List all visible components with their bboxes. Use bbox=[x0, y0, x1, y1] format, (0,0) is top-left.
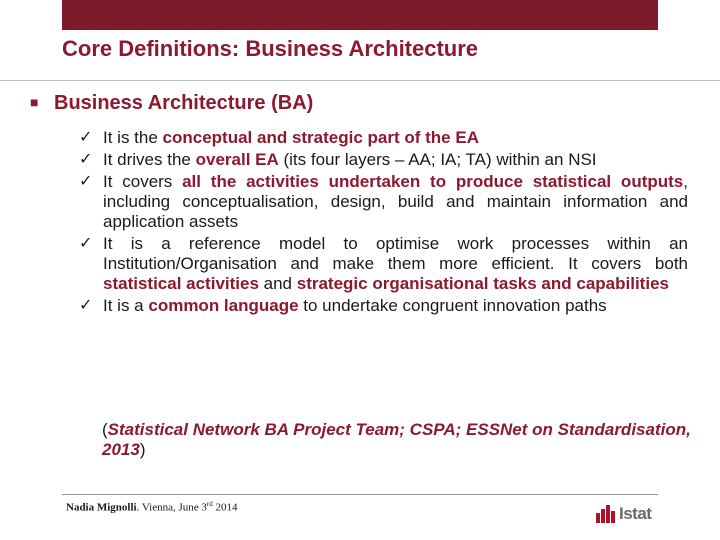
list-item bbox=[79, 128, 688, 148]
item-text: It covers bbox=[103, 172, 183, 191]
item-text: It is a bbox=[103, 296, 149, 315]
citation-close-paren: ) bbox=[139, 440, 146, 459]
item-text: and bbox=[258, 274, 297, 293]
definition-list bbox=[79, 128, 688, 318]
item-text: to undertake congruent innovation paths bbox=[298, 296, 607, 315]
title-divider bbox=[0, 80, 720, 81]
footer-author: Nadia Mignolli bbox=[66, 501, 137, 514]
footer-divider bbox=[62, 494, 658, 495]
checkmark-icon: ✓ bbox=[79, 235, 93, 252]
header-accent-bar bbox=[62, 0, 658, 30]
item-highlight: conceptual and strategic part of the EA bbox=[162, 128, 479, 147]
list-item bbox=[79, 172, 688, 232]
item-text: It is a reference model to optimise work processes within an Institution/Organisation and make them more efficient. It covers both bbox=[103, 234, 688, 273]
istat-logo bbox=[596, 505, 651, 523]
istat-logo-mark bbox=[596, 505, 616, 523]
checkmark-icon: ✓ bbox=[79, 173, 93, 190]
footer-year: 2014 bbox=[212, 501, 238, 514]
footer-date-suffix: rd bbox=[206, 500, 213, 508]
checkmark-icon: ✓ bbox=[79, 129, 93, 146]
list-item bbox=[79, 234, 688, 294]
list-item bbox=[79, 150, 688, 170]
main-bullet-heading bbox=[30, 92, 313, 115]
footer-credit bbox=[66, 500, 238, 514]
footer-location-date: . Vienna, June 3 bbox=[136, 501, 207, 514]
square-bullet-icon: ■ bbox=[30, 94, 39, 110]
list-item bbox=[79, 296, 688, 316]
checkmark-icon: ✓ bbox=[79, 297, 93, 314]
item-highlight: common language bbox=[148, 296, 299, 315]
item-text: It is the bbox=[103, 128, 163, 147]
item-text: (its four layers – AA; IA; TA) within an NSI bbox=[278, 150, 597, 169]
citation-text: Statistical Network BA Project Team; CSPA; ESSNet on Standardisation, 2013 bbox=[102, 420, 691, 459]
istat-logo-text: Istat bbox=[619, 504, 652, 523]
source-citation bbox=[102, 420, 692, 460]
checkmark-icon: ✓ bbox=[79, 151, 93, 168]
item-highlight: strategic organisational tasks and capabilities bbox=[296, 274, 669, 293]
item-highlight: statistical activities bbox=[103, 274, 259, 293]
item-text: It drives the bbox=[103, 150, 196, 169]
item-highlight: all the activities undertaken to produce statistical outputs bbox=[182, 172, 684, 191]
heading-text: Business Architecture (BA) bbox=[54, 92, 314, 114]
item-highlight: overall EA bbox=[195, 150, 279, 169]
citation-open-paren: ( bbox=[102, 420, 108, 439]
item-text: , including conceptualisation, design, build and maintain information and application assets bbox=[103, 172, 688, 231]
page-title: Core Definitions: Business Architecture bbox=[62, 36, 479, 61]
